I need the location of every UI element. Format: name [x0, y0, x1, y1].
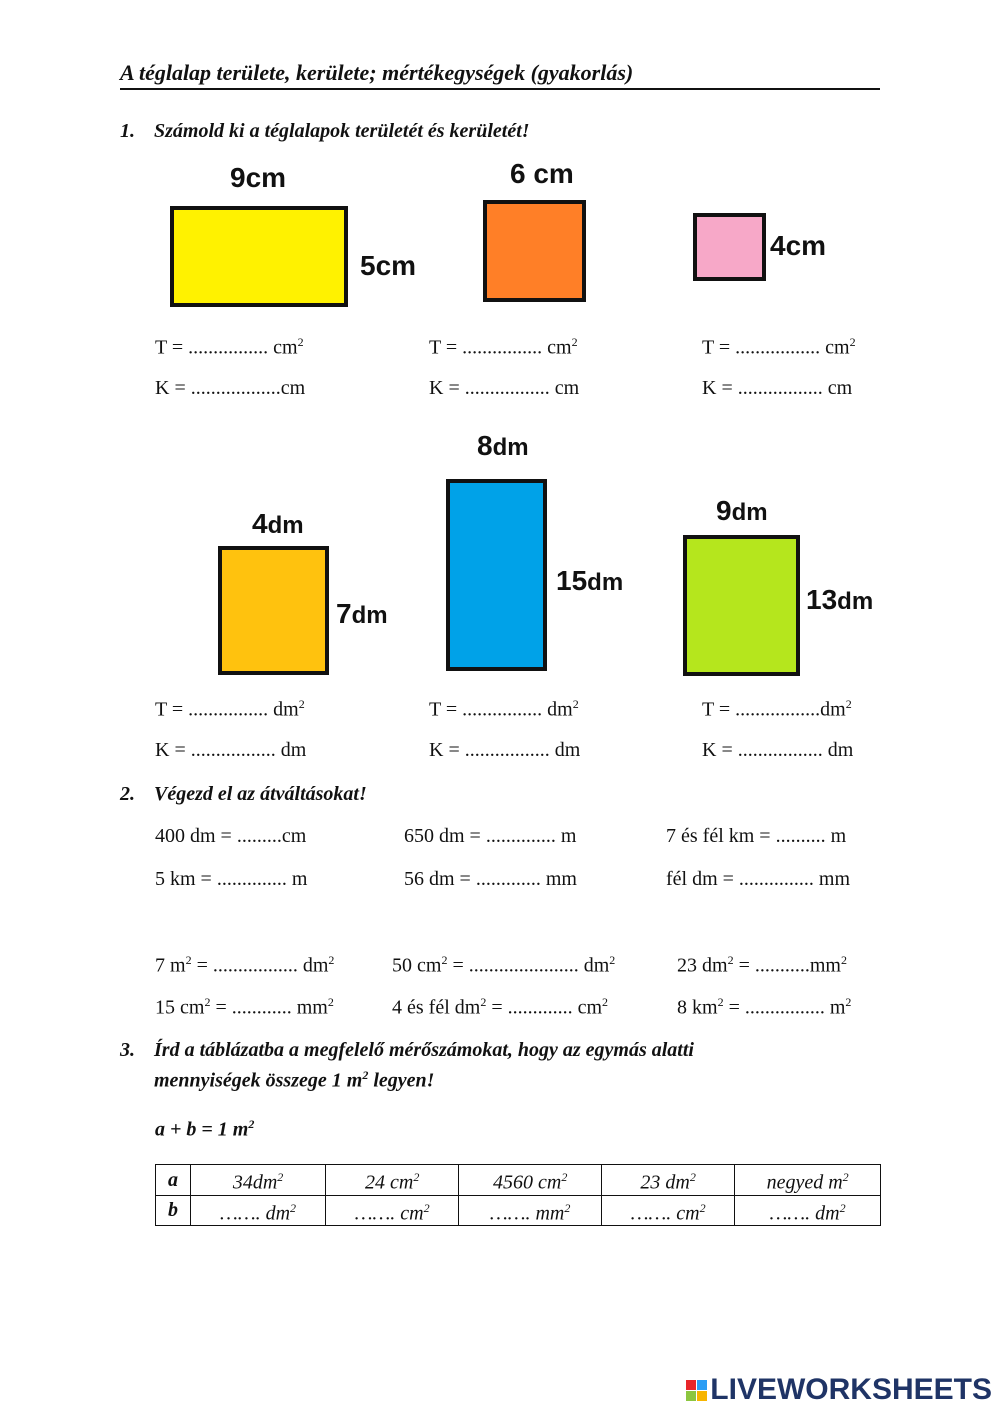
answer-area-3[interactable]: T = ................. $cm^2$	[702, 335, 856, 359]
logo-square	[686, 1380, 696, 1390]
page-title: A téglalap területe, kerülete; mértékegységek (gyakorlás)	[120, 60, 880, 90]
table-cell: $34dm^2$	[191, 1165, 326, 1196]
conversion-8[interactable]: 50 $cm^2$ = ...................... $dm^2$	[392, 953, 616, 977]
conversion-7[interactable]: 7 $m^2$ = ................. $dm^2$	[155, 953, 335, 977]
answer-area-1[interactable]: T = ................ $cm^2$	[155, 335, 304, 359]
row-label-a: a	[156, 1165, 191, 1196]
shape-1-height-label: 5cm	[360, 250, 417, 281]
answer-perimeter-4[interactable]: K = ................. dm	[155, 739, 307, 761]
conversion-2[interactable]: 650 dm = .............. m	[404, 825, 577, 847]
conversion-11[interactable]: 4 és fél $dm^2$ = ............. $cm^2$	[392, 995, 609, 1019]
shape-3-height-label: 4cm	[770, 230, 827, 261]
liveworksheets-logo[interactable]	[686, 1373, 992, 1407]
question-text: Végezd el az átváltásokat!	[154, 783, 367, 805]
conversion-10[interactable]: 15 $cm^2$ = ............ $mm^2$	[155, 995, 334, 1019]
green-rectangle	[683, 535, 800, 676]
answer-area-5[interactable]: T = ................ $dm^2$	[429, 697, 579, 721]
question-1-heading	[120, 120, 530, 143]
answer-cell[interactable]: ……. $cm^2$	[326, 1195, 459, 1226]
shape-5-width-label: 8dm	[477, 430, 529, 461]
shape-4-width-label: 4dm	[252, 508, 304, 539]
conversion-12[interactable]: 8 $km^2$ = ................ $m^2$	[677, 995, 852, 1019]
table-cell: 4560 $cm^2$	[459, 1165, 602, 1196]
shape-6-width-label: 9dm	[716, 495, 768, 526]
answer-area-4[interactable]: T = ................ $dm^2$	[155, 697, 305, 721]
table-cell: 23 $dm^2$	[602, 1165, 735, 1196]
answer-cell[interactable]: ……. $dm^2$	[735, 1195, 881, 1226]
answer-table	[155, 1164, 881, 1226]
answer-area-6[interactable]: $T = .................dm^2$	[702, 697, 852, 721]
shape-1-width-label: 9cm	[230, 162, 287, 193]
logo-text: LIVEWORKSHEETS	[710, 1373, 992, 1406]
logo-square	[686, 1391, 696, 1401]
logo-mark-icon	[686, 1380, 707, 1401]
question-number: 2.	[120, 783, 135, 805]
table-cell: negyed $m^2$	[735, 1165, 881, 1196]
answer-perimeter-6[interactable]: K = ................. dm	[702, 739, 854, 761]
orange-square	[483, 200, 586, 302]
conversion-3[interactable]: 7 és fél km = .......... m	[666, 825, 847, 847]
question-3-text-line-2: mennyiségek összege 1 $m^2$ legyen!	[154, 1068, 435, 1092]
shape-4-height-label: 7dm	[336, 598, 388, 629]
answer-cell[interactable]: ……. $mm^2$	[459, 1195, 602, 1226]
conversion-4[interactable]: 5 km = .............. m	[155, 868, 308, 890]
answer-perimeter-3[interactable]: K = ................. cm	[702, 377, 853, 399]
question-2-heading	[120, 783, 367, 806]
question-3-heading	[120, 1039, 694, 1062]
row-label-b: b	[156, 1195, 191, 1226]
table-cell: 24 $cm^2$	[326, 1165, 459, 1196]
gold-rectangle	[218, 546, 329, 675]
table-row-a	[156, 1165, 881, 1196]
answer-perimeter-1[interactable]: K = ..................cm	[155, 377, 306, 399]
table-row-b	[156, 1195, 881, 1226]
logo-square	[697, 1391, 707, 1401]
shape-5-height-label: 15dm	[556, 565, 624, 596]
answer-cell[interactable]: ……. $dm^2$	[191, 1195, 326, 1226]
conversion-6[interactable]: fél dm = ............... mm	[666, 868, 851, 890]
blue-rectangle	[446, 479, 547, 671]
conversion-9[interactable]: 23 $dm^2 = ...........mm^2$	[677, 953, 847, 977]
shape-6-height-label: 13dm	[806, 584, 874, 615]
conversion-5[interactable]: 56 dm = ............. mm	[404, 868, 577, 890]
answer-perimeter-2[interactable]: K = ................. cm	[429, 377, 580, 399]
question-text-line-1: Írd a táblázatba a megfelelő mérőszámokat, hogy az egymás alatti	[154, 1039, 694, 1061]
shape-2-width-label: 6 cm	[510, 158, 574, 189]
yellow-rectangle	[170, 206, 348, 307]
answer-cell[interactable]: ……. $cm^2$	[602, 1195, 735, 1226]
logo-square	[697, 1380, 707, 1390]
conversion-1[interactable]: 400 dm = .........cm	[155, 825, 307, 847]
formula: a + b = 1 $m^2$	[155, 1117, 255, 1141]
answer-perimeter-5[interactable]: K = ................. dm	[429, 739, 581, 761]
question-number: 3.	[120, 1039, 135, 1061]
question-number: 1.	[120, 120, 135, 142]
question-text: Számold ki a téglalapok területét és kerületét!	[154, 120, 530, 142]
answer-area-2[interactable]: T = ................ $cm^2$	[429, 335, 578, 359]
pink-square	[693, 213, 766, 281]
